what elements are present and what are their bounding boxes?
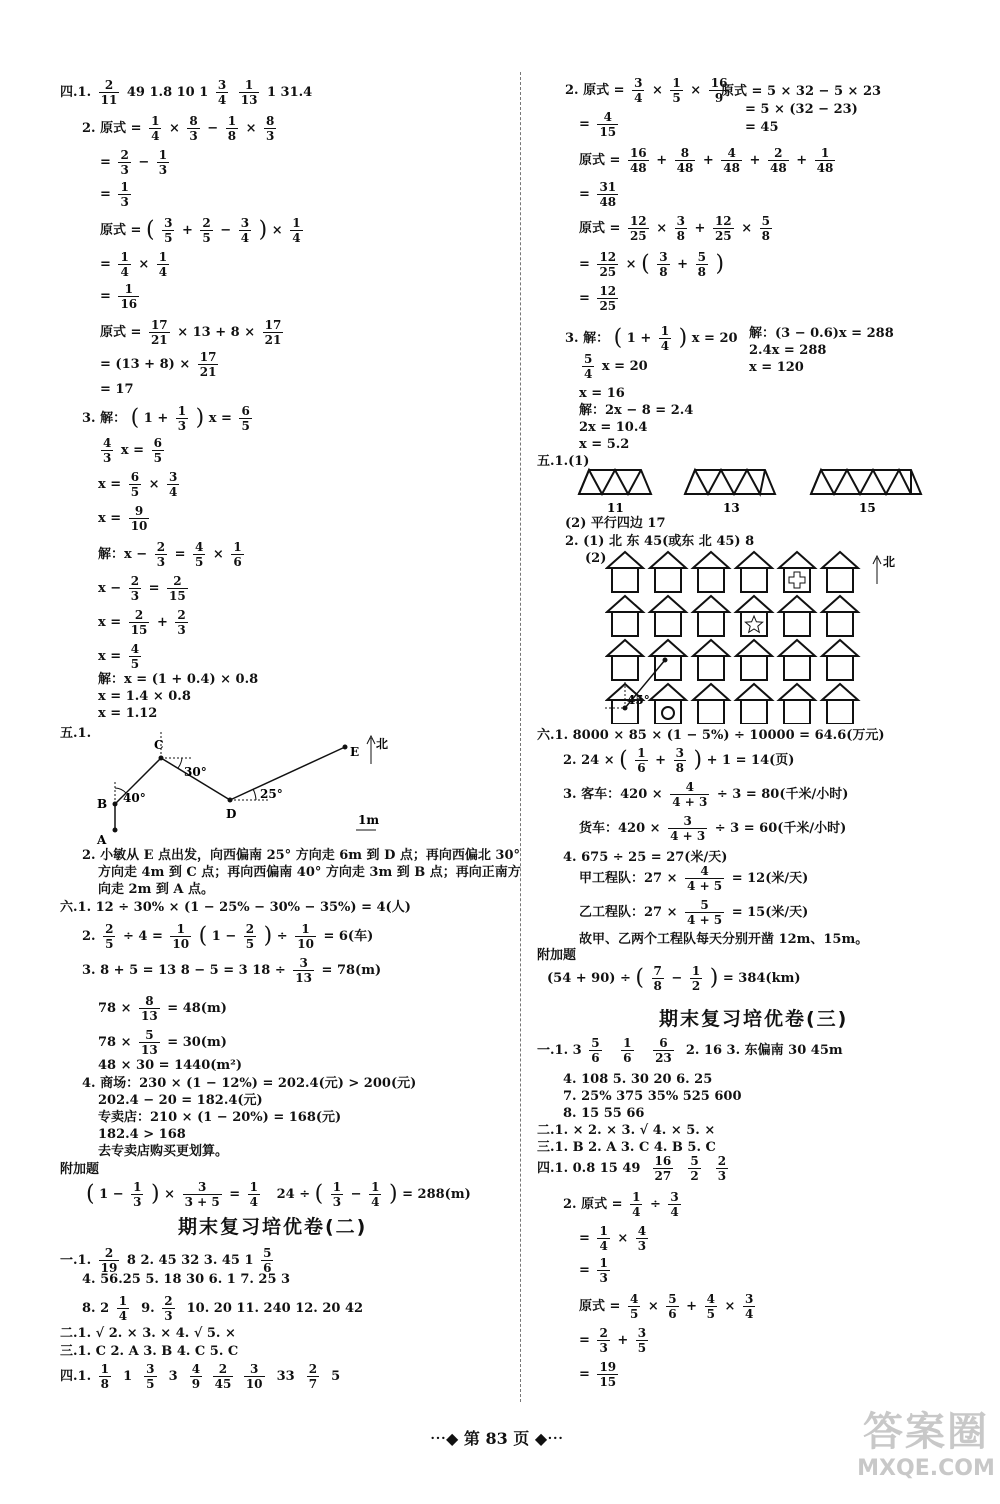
r-answer-5-2-2: (2) (585, 551, 607, 566)
segment-de (230, 747, 345, 800)
house-icon (736, 552, 772, 592)
house-icon (779, 596, 815, 636)
house-icon (693, 552, 729, 592)
paper3-answer-12: = $\frac{2}{3}$ + $\frac{3}{5}$ (579, 1326, 647, 1355)
paper3-answer-5: 二.1. × 2. × 3. √ 4. × 5. × (537, 1123, 716, 1138)
angle-label: 45° (627, 693, 650, 707)
extra-question-label: 附加题 (60, 1162, 100, 1177)
answer-5-1-label: 五.1. (60, 726, 92, 741)
paper2-answer-2: 4. 56.25 5. 18 30 6. 1 7. 25 3 (82, 1272, 291, 1287)
extra-question-answer: ( 1 − $\frac{1}{3}$ ) × $\frac{3}{3 + 5}$ = $\frac{1}{4}$ 24 ÷ ( $\frac{1}{3}$ − $\frac{1}{4}$ ) = 288(m) (86, 1180, 471, 1209)
answer-5-2-line1: 2. 小敏从 E 点出发，向西偏南 25° 方向走 6m 到 D 点；再向西偏北 30° (82, 848, 520, 863)
triangle-figures (575, 466, 935, 516)
r-answer-6-2: 2. 24 × ( $\frac{1}{6}$ + $\frac{3}{8}$ ) + 1 = 14(页) (563, 746, 795, 775)
answer-6-3-line2: 78 × $\frac{8}{13}$ = 48(m) (98, 994, 227, 1023)
answer-4-2-line6: = $\frac{1}{16}$ (100, 282, 138, 311)
house-grid (605, 548, 895, 724)
answer-4-3-line9: 解：x = (1 + 0.4) × 0.8 (98, 672, 259, 687)
house-icon (607, 552, 643, 592)
answer-6-1: 六.1. 12 ÷ 30% × (1 − 25% − 30% − 35%) = 4(人) (60, 900, 411, 915)
paper3-answer-2: 4. 108 5. 30 20 6. 25 (563, 1072, 713, 1087)
house-icon (650, 552, 686, 592)
answer-5-2-line2: 方向走 4m 到 C 点；再向西偏南 40° 方向走 3m 到 B 点；再向正南方 (98, 865, 521, 880)
r-answer-2-line7: = $\frac{12}{25}$ (579, 284, 617, 313)
answer-4-2-line9: = 17 (100, 382, 134, 397)
north-label: 北 (376, 737, 389, 751)
answer-4-3-line3: x = $\frac{6}{5}$ × $\frac{3}{4}$ (98, 470, 178, 499)
r-answer-3-alt-line3: x = 120 (749, 360, 804, 375)
r-answer-2-alt-line2: = 5 × (32 − 23) (745, 102, 858, 117)
answer-6-4-line3: 专卖店：210 × (1 − 20%) = 168(元) (98, 1110, 342, 1125)
r-answer-2-line1: 2. 原式 = $\frac{3}{4}$ × $\frac{1}{5}$ × $\frac{16}{9}$ (565, 76, 728, 105)
footer-ornament-left: ⋯◆ (430, 1429, 459, 1448)
fraction: $\frac{8}{3}$ (266, 114, 275, 143)
circle-marker-icon (662, 707, 674, 719)
r-answer-2-line3: 原式 = $\frac{16}{48}$ + $\frac{8}{48}$ + $\frac{4}{48}$ + $\frac{2}{48}$ + $\frac{1}{48}$ (579, 146, 834, 175)
point-a-label: A (97, 833, 107, 844)
paper3-answer-11: 原式 = $\frac{4}{5}$ × $\frac{5}{6}$ + $\frac{4}{5}$ × $\frac{3}{4}$ (579, 1292, 754, 1321)
north-label-2: 北 (883, 555, 895, 569)
answer-4-3-line4: x = $\frac{9}{10}$ (98, 504, 148, 533)
paper3-answer-4: 8. 15 55 66 (563, 1106, 645, 1121)
fraction: $\frac{1}{13}$ (240, 78, 258, 107)
answer-4-3-line1: 3. 解： ( 1 + $\frac{1}{3}$ ) x = $\frac{6}{5}$ (82, 404, 250, 433)
r-answer-6-4-line2: 甲工程队：27 × $\frac{4}{4 + 5}$ = 12(米/天) (579, 864, 809, 893)
answer-6-3-line3: 78 × $\frac{5}{13}$ = 30(m) (98, 1028, 227, 1057)
r-extra-label: 附加题 (537, 948, 577, 963)
scale-label: 1m (358, 813, 380, 827)
triangle-count-3: 15 (859, 501, 876, 515)
r-answer-2-line6: = $\frac{12}{25}$ × ( $\frac{3}{8}$ + $\frac{5}{8}$ ) (579, 250, 725, 279)
house-icon (693, 640, 729, 680)
paper3-answer-6: 三.1. B 2. A 3. C 4. B 5. C (537, 1140, 716, 1155)
house-icon (822, 640, 858, 680)
answer-4-3-line8: x = $\frac{4}{5}$ (98, 642, 140, 671)
house-icon (822, 684, 858, 724)
point-b-label: B (97, 797, 108, 811)
answer-4-3-line10: x = 1.4 × 0.8 (98, 689, 191, 704)
paper2-answer-4: 二.1. √ 2. × 3. × 4. √ 5. × (60, 1326, 236, 1341)
answer-4-3-line6: x − $\frac{2}{3}$ = $\frac{2}{15}$ (98, 574, 186, 603)
hospital-cross-icon (789, 572, 805, 588)
paper3-answer-1: 一.1. 3 $\frac{5}{6}$ $\frac{1}{6}$ $\frac{6}{23}$ 2. 16 3. 东偏南 30 45m (537, 1036, 843, 1065)
house-icon (822, 552, 858, 592)
r-answer-2-line2: = $\frac{4}{15}$ (579, 110, 617, 139)
fraction: $\frac{8}{3}$ (189, 114, 198, 143)
paper2-answer-5: 三.1. C 2. A 3. B 4. C 5. C (60, 1344, 239, 1359)
answer-4-1: 四.1. $\frac{2}{11}$ 49 1.8 10 1 $\frac{3}{4}$ $\frac{1}{13}$ 1 31.4 (60, 78, 313, 107)
r-answer-3-line1: 3. 解： ( 1 + $\frac{1}{4}$ ) x = 20 (565, 324, 738, 353)
answer-4-2-line5: = $\frac{1}{4}$ × $\frac{1}{4}$ (100, 250, 168, 279)
r-answer-6-3-line2: 货车：420 × $\frac{3}{4 + 3}$ ÷ 3 = 60(千米/小时) (579, 814, 847, 843)
house-icon (779, 640, 815, 680)
fraction: $\frac{2}{11}$ (100, 78, 118, 107)
paper3-answer-8: 2. 原式 = $\frac{1}{4}$ ÷ $\frac{3}{4}$ (563, 1190, 679, 1219)
fraction: $\frac{3}{4}$ (217, 78, 227, 107)
answer-4-2-line8: = (13 + 8) × $\frac{17}{21}$ (100, 350, 217, 379)
angle-b-label: 40° (123, 791, 146, 805)
answer-4-2-line3: = $\frac{1}{3}$ (100, 180, 129, 209)
r-answer-2-line5: 原式 = $\frac{12}{25}$ × $\frac{3}{8}$ + $\frac{12}{25}$ × $\frac{5}{8}$ (579, 214, 770, 243)
page-number: ⋯◆ 第 83 页 ◆⋯ (430, 1429, 564, 1448)
r-answer-5-1-2: (2) 平行四边 17 (565, 516, 666, 531)
answer-4-2-line4: 原式 = ( $\frac{3}{5}$ + $\frac{2}{5}$ − $\frac{3}{4}$ ) × $\frac{1}{4}$ (100, 216, 301, 245)
house-icon (607, 640, 643, 680)
watermark-logo: 答案圈 MXQE.COM (857, 1409, 995, 1481)
r-answer-3-line5: 2x = 10.4 (579, 420, 648, 435)
r-answer-6-4-line3: 乙工程队：27 × $\frac{5}{4 + 5}$ = 15(米/天) (579, 898, 809, 927)
point-c-label: C (154, 738, 164, 752)
r-extra-answer: (54 + 90) ÷ ( $\frac{7}{8}$ − $\frac{1}{2}$ ) = 384(km) (547, 964, 801, 993)
r-answer-6-1: 六.1. 8000 × 85 × (1 − 5%) ÷ 10000 = 64.6(万元) (537, 728, 885, 743)
star-icon (745, 616, 762, 632)
answer-4-2-line2: = $\frac{2}{3}$ − $\frac{1}{3}$ (100, 148, 168, 177)
r-answer-6-3-line1: 3. 客车：420 × $\frac{4}{4 + 3}$ ÷ 3 = 80(千米/小时) (563, 780, 849, 809)
footer-ornament-right: ◆⋯ (534, 1429, 564, 1448)
answer-4-3-line7: x = $\frac{2}{15}$ + $\frac{2}{3}$ (98, 608, 186, 637)
angle-d-label: 25° (260, 787, 283, 801)
house-icon (650, 596, 686, 636)
house-icon (693, 684, 729, 724)
r-answer-5-1-label: 五.1.(1) (537, 454, 590, 469)
r-answer-5-2-1: 2. (1) 北 东 45(或东 北 45) 8 (565, 534, 755, 549)
paper3-answer-10: = $\frac{1}{3}$ (579, 1256, 608, 1285)
triangle-count-1: 11 (607, 501, 624, 515)
house-icon (822, 596, 858, 636)
house-icon (607, 596, 643, 636)
answer-6-2: 2. $\frac{2}{5}$ ÷ 4 = $\frac{1}{10}$ ( 1 − $\frac{2}{5}$ ) ÷ $\frac{1}{10}$ = 6(车) (82, 922, 374, 951)
paper2-answer-6: 四.1. $\frac{1}{8}$ 1 $\frac{3}{5}$ 3 $\frac{4}{9}$ $\frac{2}{45}$ $\frac{3}{10}$ 33 $\frac{2}{7}$ 5 (60, 1362, 341, 1391)
house-icon (779, 684, 815, 724)
answer-6-4-line4: 182.4 > 168 (98, 1127, 186, 1142)
answer-5-2-line3: 向走 2m 到 A 点。 (98, 882, 214, 897)
r-answer-3-line2: $\frac{5}{4}$ x = 20 (584, 352, 648, 381)
r-answer-3-line6: x = 5.2 (579, 437, 630, 452)
route-diagram (60, 722, 400, 844)
answer-4-2-line1: 2. 原式 = $\frac{1}{4}$ × $\frac{8}{3}$ − $\frac{1}{8}$ × $\frac{8}{3}$ (82, 114, 275, 143)
r-answer-2-alt-line1: 原式 = 5 × 32 − 5 × 23 (721, 84, 882, 99)
section-title-3: 期末复习培优卷(三) (659, 1008, 849, 1030)
paper2-answer-1: 一.1. $\frac{2}{19}$ 8 2. 45 32 3. 45 1 $\frac{5}{6}$ (60, 1246, 272, 1275)
answer-6-3-line4: 48 × 30 = 1440(m²) (98, 1058, 243, 1073)
fraction: $\frac{1}{8}$ (227, 114, 237, 143)
answer-6-4-line1: 4. 商场：230 × (1 − 12%) = 202.4(元) > 200(元) (82, 1076, 417, 1091)
r-answer-2-line4: = $\frac{31}{48}$ (579, 180, 617, 209)
triangle-count-2: 13 (723, 501, 740, 515)
house-icon (693, 596, 729, 636)
point-e-label: E (350, 745, 360, 759)
r-answer-6-4-line4: 故甲、乙两个工程队每天分别开凿 12m、15m。 (579, 932, 869, 947)
answer-4-3-line5: 解：x − $\frac{2}{3}$ = $\frac{4}{5}$ × $\frac{1}{6}$ (98, 540, 242, 569)
r-answer-6-4-line1: 4. 675 ÷ 25 = 27(米/天) (563, 850, 728, 865)
house-icon (736, 684, 772, 724)
answer-4-3-line11: x = 1.12 (98, 706, 158, 721)
r-answer-3-alt-line2: 2.4x = 288 (749, 343, 827, 358)
r-answer-3-line3: x = 16 (579, 386, 625, 401)
section-title-2: 期末复习培优卷(二) (178, 1216, 368, 1238)
paper3-answer-3: 7. 25% 375 35% 525 600 (563, 1089, 742, 1104)
paper2-answer-3: 8. 2 $\frac{1}{4}$ 9. $\frac{2}{3}$ 10. 20 11. 240 12. 20 42 (82, 1294, 364, 1323)
paper3-answer-13: = $\frac{19}{15}$ (579, 1360, 617, 1389)
answer-6-4-line5: 去专卖店购买更划算。 (98, 1144, 229, 1159)
answer-4-2-line7: 原式 = $\frac{17}{21}$ × 13 + 8 × $\frac{17}{21}$ (100, 318, 282, 347)
answer-6-3-line1: 3. 8 + 5 = 13 8 − 5 = 3 18 ÷ $\frac{3}{13}$ = 78(m) (82, 956, 382, 985)
house-icon (650, 640, 686, 680)
r-answer-3-alt-line1: 解：(3 − 0.6)x = 288 (749, 326, 894, 341)
answer-6-4-line2: 202.4 − 20 = 182.4(元) (98, 1093, 263, 1108)
point-d-label: D (226, 807, 237, 821)
house-icon (736, 640, 772, 680)
paper3-answer-7: 四.1. 0.8 15 49 $\frac{16}{27}$ $\frac{5}{2}$ $\frac{2}{3}$ (537, 1154, 727, 1183)
angle-c-label: 30° (184, 765, 207, 779)
fraction: $\frac{1}{4}$ (151, 114, 160, 143)
answer-4-3-line2: $\frac{4}{3}$ x = $\frac{6}{5}$ (103, 436, 162, 465)
r-answer-2-alt-line3: = 45 (745, 120, 779, 135)
column-divider (520, 72, 521, 1402)
paper3-answer-9: = $\frac{1}{4}$ × $\frac{4}{3}$ (579, 1224, 647, 1253)
r-answer-3-line4: 解：2x − 8 = 2.4 (579, 403, 694, 418)
